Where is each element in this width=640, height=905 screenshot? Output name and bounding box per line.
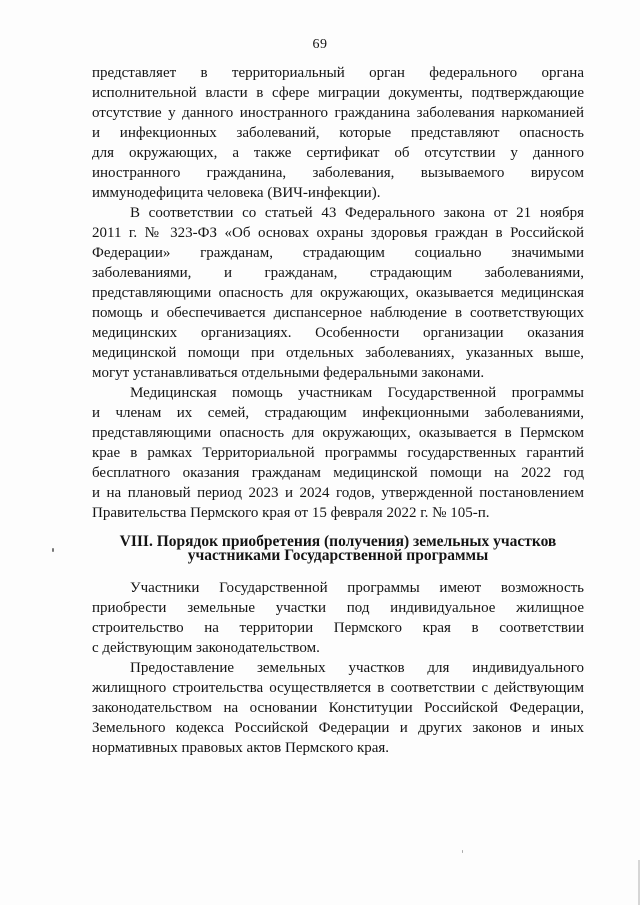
text-line: представляет в территориальный орган федерального органа bbox=[92, 65, 584, 81]
heading-line: VIII. Порядок приобретения (получения) земельных участков bbox=[119, 533, 557, 550]
text-line: и членам их семей, страдающим инфекционными заболеваниями, bbox=[92, 405, 584, 421]
text-line: медицинских организациях. Особенности организации оказания bbox=[92, 325, 584, 341]
text-line: с действующим законодательством. bbox=[92, 640, 320, 656]
body-text-block-1 bbox=[92, 63, 584, 523]
text-line: исполнительной власти в сфере миграции документы, подтверждающие bbox=[92, 85, 584, 101]
text-line: Медицинская помощь участникам Государственной программы bbox=[130, 385, 584, 401]
text-line: могут устанавливаться отдельными федеральными законами. bbox=[92, 365, 485, 381]
text-line: иммунодефицита человека (ВИЧ-инфекции). bbox=[92, 185, 381, 201]
text-line: для окружающих, а также сертификат об отсутствии у данного bbox=[92, 145, 584, 161]
text-line: жилищного строительства осуществляется в соответствии с действующим bbox=[92, 680, 584, 696]
text-line: отсутствие у данного иностранного гражданина заболевания наркоманией bbox=[92, 105, 584, 121]
text-line: Предоставление земельных участков для индивидуального bbox=[130, 660, 584, 676]
body-text-block-2 bbox=[92, 578, 584, 758]
text-line: Земельного кодекса Российской Федерации и других законов и иных bbox=[92, 720, 584, 736]
heading-line: участниками Государственной программы bbox=[187, 547, 489, 564]
text-line: приобрести земельные участки под индивидуальное жилищное bbox=[92, 600, 584, 616]
scan-speck bbox=[52, 548, 54, 552]
text-line: представляющими опасность для окружающих, оказывается медицинская bbox=[92, 285, 584, 301]
scan-speck bbox=[462, 850, 463, 853]
text-line: строительство на территории Пермского края в соответствии bbox=[92, 620, 584, 636]
text-line: бесплатного оказания гражданам медицинской помощи на 2022 год bbox=[92, 465, 584, 481]
text-line: нормативных правовых актов Пермского края. bbox=[92, 740, 390, 756]
text-line: и на плановый период 2023 и 2024 годов, утвержденной постановлением bbox=[92, 485, 584, 501]
text-line: Участники Государственной программы имеют возможность bbox=[130, 580, 584, 596]
text-line: 2011 г. № 323-ФЗ «Об основах охраны здоровья граждан в Российской bbox=[92, 225, 584, 241]
text-line: представляющими опасность для окружающих, оказывается в Пермском bbox=[92, 425, 584, 441]
text-line: и инфекционных заболеваний, которые представляют опасность bbox=[92, 125, 584, 141]
text-line: медицинской помощи при отдельных заболеваниях, указанных выше, bbox=[92, 345, 584, 361]
text-line: законодательством на основании Конституции Российской Федерации, bbox=[92, 700, 584, 716]
text-line: крае в рамках Территориальной программы государственных гарантий bbox=[92, 445, 584, 461]
text-line: Федерации» гражданам, страдающим социально значимыми bbox=[92, 245, 584, 261]
text-line: Правительства Пермского края от 15 февраля 2022 г. № 105-п. bbox=[92, 505, 490, 521]
text-line: помощь и обеспечивается диспансерное наблюдение в соответствующих bbox=[92, 305, 584, 321]
text-line: заболеваниями, и гражданам, страдающим заболеваниями, bbox=[92, 265, 584, 281]
text-line: В соответствии со статьей 43 Федерального закона от 21 ноября bbox=[130, 205, 584, 221]
text-line: иностранного гражданина, заболевания, вызываемого вирусом bbox=[92, 165, 584, 181]
section-heading bbox=[92, 535, 584, 563]
page-number: 69 bbox=[312, 37, 328, 52]
